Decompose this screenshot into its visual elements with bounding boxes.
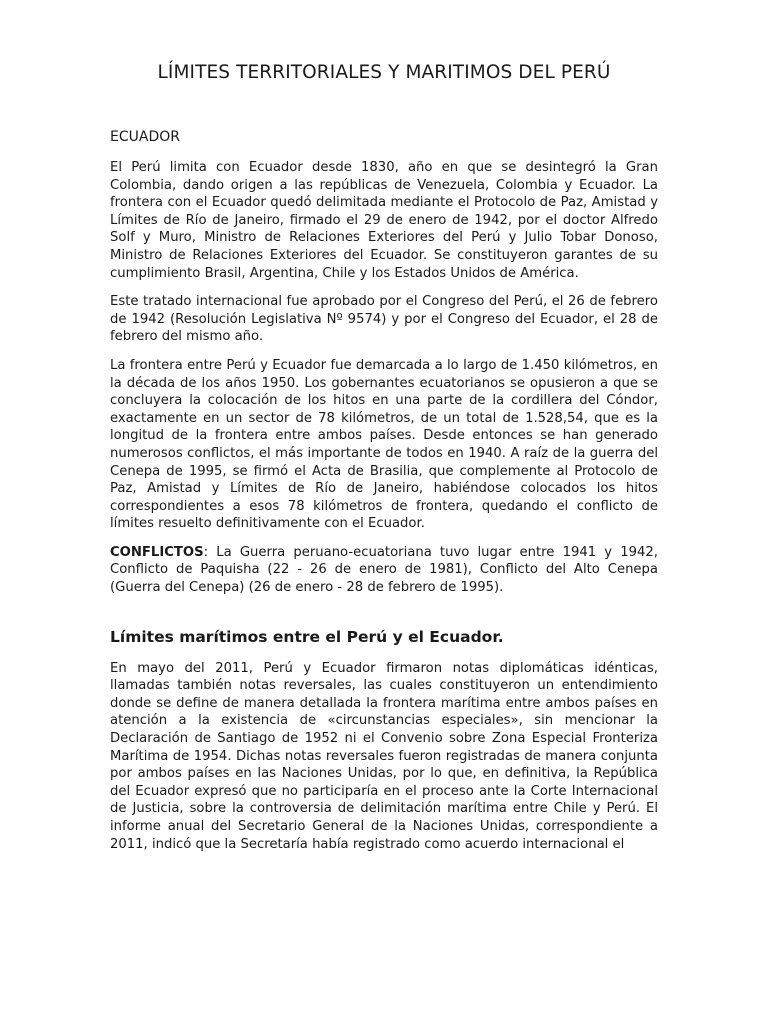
paragraph-conflicts [110,544,658,597]
paragraph-history: El Perú limita con Ecuador desde 1830, año en que se desintegró la Gran Colombia, dando origen a las repúblicas de Venezuela, Colombia y Ecuador. La frontera con el Ecuador quedó delimitada mediante el Protocolo de Paz, Amistad y Límites de Río de Janeiro, firmado el 29 de enero de 1942, por el doctor Alfredo Solf y Muro, Ministro de Relaciones Exteriores del Perú y Julio Tobar Donoso, Ministro de Relaciones Exteriores del Ecuador. Se constituyeron garantes de su cumplimiento Brasil, Argentina, Chile y los Estados Unidos de América. [110,160,658,281]
conflicts-text: : La Guerra peruano-ecuatoriana tuvo lugar entre 1941 y 1942, Conflicto de Paquisha (22 - 26 de enero de 1981), Conflicto del Alto Cenepa (Guerra del Cenepa) (26 de enero - 28 de febrero de 1995). [110,544,658,596]
paragraph-treaty-approval: Este tratado internacional fue aprobado por el Congreso del Perú, el 26 de febrero de 1942 (Resolución Legislativa Nº 9574) y por el Congreso del Ecuador, el 28 de febrero del mismo año. [110,294,658,345]
section-heading-ecuador: ECUADOR [110,129,180,145]
paragraph-maritime: En mayo del 2011, Perú y Ecuador firmaron notas diplomáticas idénticas, llamadas también notas reversales, las cuales constituyeron un entendimiento donde se define de manera detallada la frontera marítima entre ambos países en atención a la existencia de «circunstancias especiales», sin mencionar la Declaración de Santiago de 1952 ni el Convenio sobre Zona Especial Fronteriza Marítima de 1954. Dichas notas reversales fueron registradas de manera conjunta por ambos países en las Naciones Unidas, por lo que, en definitiva, la República del Ecuador expresó que no participaría en el proceso ante la Corte Internacional de Justicia, sobre la controversia de delimitación marítima entre Chile y Perú. El informe anual del Secretario General de la Naciones Unidas, correspondiente a 2011, indicó que la Secretaría había registrado como acuerdo internacional el [110,660,658,852]
maritime-limits-heading: Límites marítimos entre el Perú y el Ecuador. [110,627,504,646]
document-title: LÍMITES TERRITORIALES Y MARITIMOS DEL PERÚ [157,62,611,83]
conflicts-label: CONFLICTOS [110,544,204,560]
paragraph-demarcation: La frontera entre Perú y Ecuador fue demarcada a lo largo de 1.450 kilómetros, en la década de los años 1950. Los gobernantes ecuatorianos se opusieron a que se concluyera la colocación de los hitos en una parte de la cordillera del Cóndor, exactamente en un sector de 78 kilómetros, de un total de 1.528,54, que es la longitud de la frontera entre ambos países. Desde entonces se han generado numerosos conflictos, el más importante de todos en 1940. A raíz de la guerra del Cenepa de 1995, se firmó el Acta de Brasilia, que complemente al Protocolo de Paz, Amistad y Límites de Río de Janeiro, habiéndose colocados los hitos correspondientes a esos 78 kilómetros de frontera, quedando el conflicto de límites resuelto definitivamente con el Ecuador. [110,357,658,532]
